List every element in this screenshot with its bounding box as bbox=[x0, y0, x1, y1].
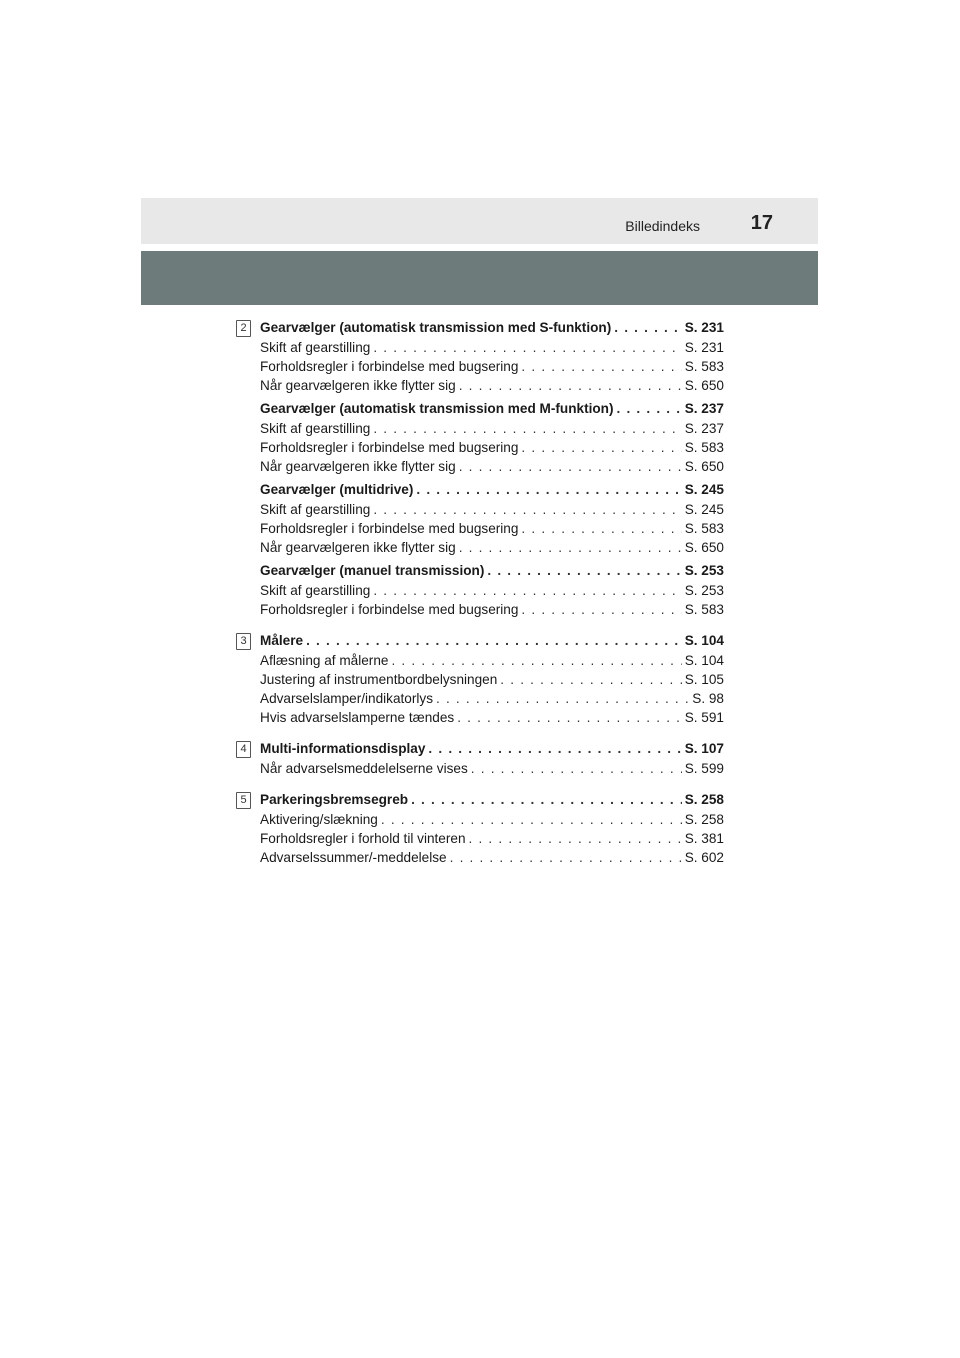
index-subentry bbox=[260, 600, 724, 619]
index-entry bbox=[260, 399, 724, 418]
page-reference[interactable]: S. 245 bbox=[684, 482, 724, 497]
callout-number: 2 bbox=[236, 320, 251, 337]
entry-title: Aktivering/slækning bbox=[260, 812, 378, 827]
dot-leader bbox=[459, 376, 682, 395]
index-subentry bbox=[260, 759, 724, 778]
index-group bbox=[236, 318, 724, 619]
dot-leader bbox=[381, 810, 682, 829]
entry-title: Aflæsning af målerne bbox=[260, 653, 389, 668]
entry-title: Parkeringsbremsegreb bbox=[260, 792, 409, 807]
page-reference[interactable]: S. 583 bbox=[684, 602, 724, 617]
entry-title: Forholdsregler i forbindelse med bugsering bbox=[260, 359, 519, 374]
index-block bbox=[260, 561, 724, 619]
entry-title: Hvis advarselslamperne tændes bbox=[260, 710, 455, 725]
index-subentry bbox=[260, 848, 724, 867]
section-title: Billedindeks bbox=[625, 218, 700, 234]
entry-title: Når gearvælgeren ikke flytter sig bbox=[260, 540, 456, 555]
group-spacer bbox=[236, 731, 724, 739]
entry-title: Forholdsregler i forbindelse med bugsering bbox=[260, 521, 519, 536]
index-entry bbox=[260, 790, 724, 809]
page-header bbox=[141, 198, 818, 244]
index-subentry bbox=[260, 708, 724, 727]
page-number: 17 bbox=[750, 212, 773, 234]
callout-number: 5 bbox=[236, 792, 251, 809]
entry-title: Forholdsregler i forbindelse med bugsering bbox=[260, 440, 519, 455]
page-reference[interactable]: S. 245 bbox=[684, 502, 724, 517]
header-band bbox=[141, 251, 818, 305]
dot-leader bbox=[617, 399, 682, 418]
index-subentry bbox=[260, 581, 724, 600]
entry-title: Når advarselsmeddelelserne vises bbox=[260, 761, 468, 776]
dot-leader bbox=[457, 708, 682, 727]
dot-leader bbox=[306, 631, 682, 650]
page-reference[interactable]: S. 258 bbox=[684, 812, 724, 827]
index-subentry bbox=[260, 357, 724, 376]
callout-number: 4 bbox=[236, 741, 251, 758]
dot-leader bbox=[614, 318, 681, 337]
entry-title: Gearvælger (automatisk transmission med S-funktion) bbox=[260, 320, 612, 335]
page-reference[interactable]: S. 650 bbox=[684, 459, 724, 474]
entry-title: Multi-informationsdisplay bbox=[260, 741, 426, 756]
entry-title: Advarselslamper/indikatorlys bbox=[260, 691, 434, 706]
index-subentry bbox=[260, 810, 724, 829]
dot-leader bbox=[521, 600, 681, 619]
index-subentry bbox=[260, 670, 724, 689]
index-subentry bbox=[260, 419, 724, 438]
entry-title: Gearvælger (automatisk transmission med M-funktion) bbox=[260, 401, 614, 416]
index-subentry bbox=[260, 457, 724, 476]
dot-leader bbox=[469, 829, 682, 848]
entry-title: Målere bbox=[260, 633, 304, 648]
index-subentry bbox=[260, 500, 724, 519]
page-reference[interactable]: S. 105 bbox=[684, 672, 724, 687]
dot-leader bbox=[500, 670, 681, 689]
group-spacer bbox=[236, 623, 724, 631]
index-entry bbox=[260, 631, 724, 650]
entry-title: Når gearvælgeren ikke flytter sig bbox=[260, 459, 456, 474]
dot-leader bbox=[391, 651, 681, 670]
index-entry bbox=[260, 480, 724, 499]
page-reference[interactable]: S. 583 bbox=[684, 521, 724, 536]
index-block bbox=[260, 399, 724, 476]
dot-leader bbox=[521, 357, 681, 376]
entry-title: Forholdsregler i forhold til vinteren bbox=[260, 831, 466, 846]
page-reference[interactable]: S. 258 bbox=[684, 792, 724, 807]
page-reference[interactable]: S. 237 bbox=[684, 421, 724, 436]
page-reference[interactable]: S. 583 bbox=[684, 440, 724, 455]
entry-title: Forholdsregler i forbindelse med bugsering bbox=[260, 602, 519, 617]
entry-title: Når gearvælgeren ikke flytter sig bbox=[260, 378, 456, 393]
index-entry bbox=[260, 318, 724, 337]
page-reference[interactable]: S. 107 bbox=[684, 741, 724, 756]
index-subentry bbox=[260, 651, 724, 670]
dot-leader bbox=[487, 561, 681, 580]
group-spacer bbox=[236, 782, 724, 790]
index-subentry bbox=[260, 689, 724, 708]
page-reference[interactable]: S. 231 bbox=[684, 320, 724, 335]
entry-title: Advarselssummer/-meddelelse bbox=[260, 850, 447, 865]
page-reference[interactable]: S. 583 bbox=[684, 359, 724, 374]
index-block bbox=[260, 790, 724, 867]
dot-leader bbox=[416, 480, 681, 499]
page-reference[interactable]: S. 253 bbox=[684, 563, 724, 578]
index-subentry bbox=[260, 538, 724, 557]
index-subentry bbox=[260, 829, 724, 848]
dot-leader bbox=[459, 457, 682, 476]
page-reference[interactable]: S. 599 bbox=[684, 761, 724, 776]
page-reference[interactable]: S. 381 bbox=[684, 831, 724, 846]
entry-title: Gearvælger (multidrive) bbox=[260, 482, 414, 497]
index-entry bbox=[260, 561, 724, 580]
dot-leader bbox=[521, 519, 681, 538]
dot-leader bbox=[436, 689, 689, 708]
entry-title: Skift af gearstilling bbox=[260, 421, 371, 436]
page-reference[interactable]: S. 253 bbox=[684, 583, 724, 598]
dot-leader bbox=[373, 419, 681, 438]
dot-leader bbox=[471, 759, 682, 778]
index-group bbox=[236, 790, 724, 867]
index-block bbox=[260, 631, 724, 727]
entry-title: Gearvælger (manuel transmission) bbox=[260, 563, 485, 578]
entry-title: Skift af gearstilling bbox=[260, 583, 371, 598]
page-reference[interactable]: S. 104 bbox=[684, 633, 724, 648]
dot-leader bbox=[450, 848, 682, 867]
index-subentry bbox=[260, 376, 724, 395]
index-block bbox=[260, 739, 724, 778]
index-block bbox=[260, 318, 724, 395]
dot-leader bbox=[373, 500, 681, 519]
index-subentry bbox=[260, 519, 724, 538]
index-subentry bbox=[260, 338, 724, 357]
page-reference[interactable]: S. 591 bbox=[684, 710, 724, 725]
page-reference[interactable]: S. 231 bbox=[684, 340, 724, 355]
page-reference[interactable]: S. 602 bbox=[684, 850, 724, 865]
entry-title: Skift af gearstilling bbox=[260, 502, 371, 517]
dot-leader bbox=[521, 438, 681, 457]
dot-leader bbox=[428, 739, 681, 758]
page-reference[interactable]: S. 98 bbox=[692, 691, 724, 706]
index-group bbox=[236, 631, 724, 727]
entry-title: Justering af instrumentbordbelysningen bbox=[260, 672, 498, 687]
dot-leader bbox=[373, 338, 681, 357]
index-block bbox=[260, 480, 724, 557]
callout-number: 3 bbox=[236, 633, 251, 650]
index-content bbox=[236, 318, 724, 871]
index-entry bbox=[260, 739, 724, 758]
dot-leader bbox=[411, 790, 682, 809]
index-subentry bbox=[260, 438, 724, 457]
page-reference[interactable]: S. 104 bbox=[684, 653, 724, 668]
page-reference[interactable]: S. 237 bbox=[684, 401, 724, 416]
page-reference[interactable]: S. 650 bbox=[684, 540, 724, 555]
index-group bbox=[236, 739, 724, 778]
dot-leader bbox=[373, 581, 681, 600]
entry-title: Skift af gearstilling bbox=[260, 340, 371, 355]
page-reference[interactable]: S. 650 bbox=[684, 378, 724, 393]
dot-leader bbox=[459, 538, 682, 557]
